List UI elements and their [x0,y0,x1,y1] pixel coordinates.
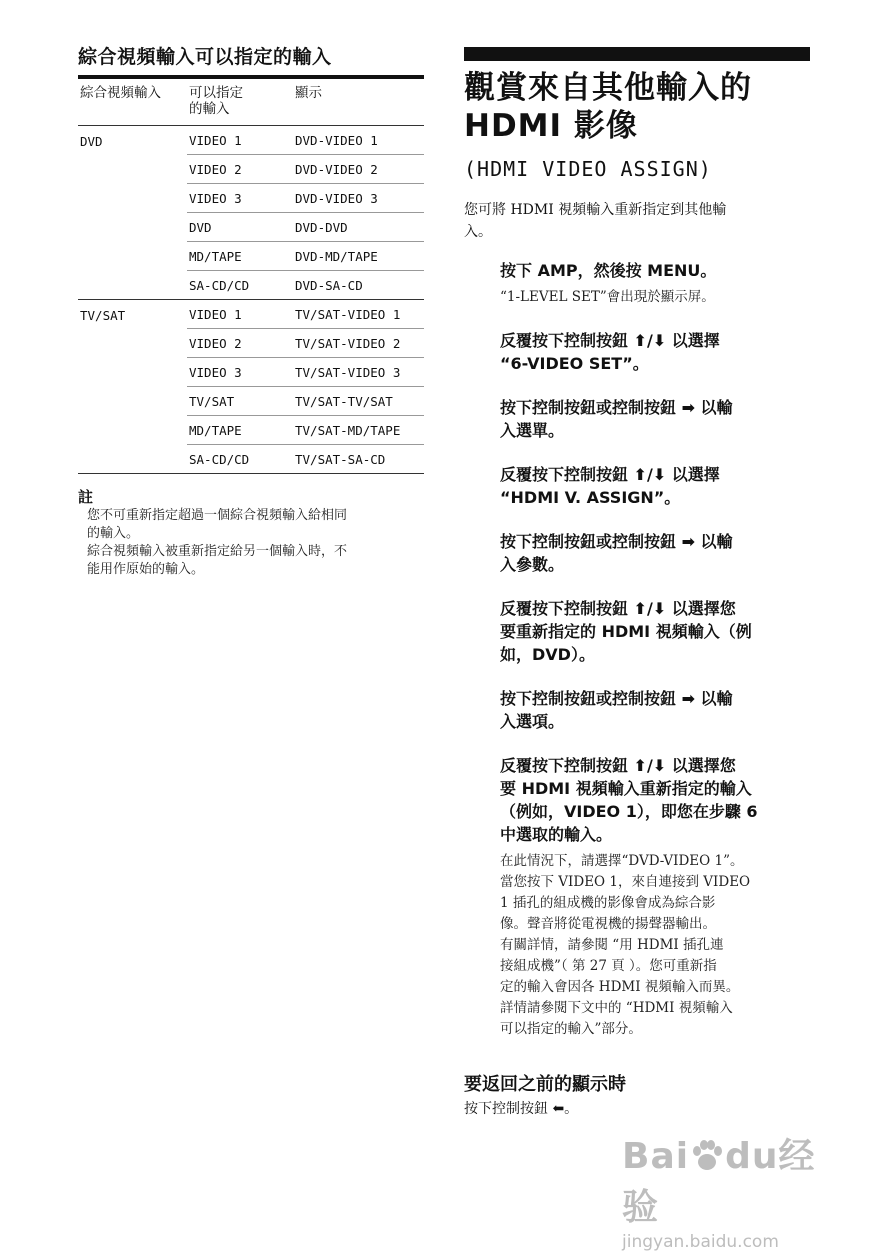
step-item [500,754,810,1040]
watermark-logo [622,1128,822,1230]
assignable-input-cell: DVD [187,213,293,242]
assignable-input-cell: VIDEO 3 [187,358,293,387]
paw-icon [689,1138,725,1174]
step-item [500,597,810,666]
note-line: 能用作原始的輸入。 [87,562,205,577]
display-cell: DVD-VIDEO 2 [293,155,424,184]
section-title-line: 觀賞來自其他輸入的 [464,70,752,106]
step-instruction-line: 反覆按下控制按鈕 ⬆/⬇ 以選擇您 [500,599,736,618]
step-item [500,329,810,375]
step-instruction [500,396,810,442]
assignable-input-cell: MD/TAPE [187,416,293,445]
step-item [500,259,810,308]
step-detail-line: 當您按下 VIDEO 1，來自連接到 VIDEO [500,874,751,890]
section-title-line: HDMI 影像 [464,108,638,144]
display-cell: DVD-SA-CD [293,271,424,300]
step-instruction [500,687,810,733]
return-title: 要返回之前的顯示時 [464,1074,626,1095]
step-detail-line: 接組成機”（ 第 27 頁 ）。您可重新指 [500,958,717,974]
table-header-row [78,79,424,126]
display-cell: DVD-MD/TAPE [293,242,424,271]
section-title [464,69,810,145]
table-body [78,126,424,474]
step-instruction-line: （例如，VIDEO 1），即您在步驟 6 [500,802,758,821]
step-detail-line: 有關詳情，請參閱 “用 HDMI 插孔連 [500,937,724,953]
step-instruction [500,463,810,509]
display-cell: TV/SAT-VIDEO 2 [293,329,424,358]
step-item [500,530,810,576]
step-instruction-line: 反覆按下控制按鈕 ⬆/⬇ 以選擇 [500,331,720,350]
display-cell: DVD-VIDEO 1 [293,126,424,155]
step-instruction-line: 入選單。 [500,421,565,440]
right-column [464,44,810,1118]
section-bar [464,47,810,61]
source-cell: DVD [78,126,187,300]
assignable-input-cell: VIDEO 1 [187,300,293,329]
note-line: 的輸入。 [87,526,140,541]
watermark-logo-part: Bai [622,1136,690,1177]
step-item [500,687,810,733]
assignable-input-cell: VIDEO 3 [187,184,293,213]
display-cell: TV/SAT-VIDEO 3 [293,358,424,387]
note-line: 綜合視頻輸入被重新指定給另一個輸入時，不 [87,544,348,559]
step-instruction-line: “6-VIDEO SET”。 [500,354,649,373]
table-row [78,126,424,155]
step-instruction-line: 按下控制按鈕或控制按鈕 ➡ 以輸 [500,398,733,417]
assignable-input-cell: TV/SAT [187,387,293,416]
display-cell: TV/SAT-VIDEO 1 [293,300,424,329]
step-instruction-line: 入選項。 [500,712,565,731]
assign-table-title: 綜合視頻輸入可以指定的輸入 [78,46,332,68]
assignable-input-cell: SA-CD/CD [187,445,293,474]
step-instruction [500,329,810,375]
header-display: 顯示 [293,79,424,126]
step-instruction-line: 按下控制按鈕或控制按鈕 ➡ 以輸 [500,689,733,708]
source-cell: TV/SAT [78,300,187,474]
step-detail-line: 詳情請參閱下文中的 “HDMI 視頻輸入 [500,1000,733,1016]
step-detail-line: 在此情況下，請選擇“DVD-VIDEO 1”。 [500,853,744,869]
step-detail [500,287,810,308]
step-instruction [500,597,810,666]
assignable-input-cell: VIDEO 1 [187,126,293,155]
step-instruction [500,754,810,846]
watermark-url: jingyan.baidu.com [622,1232,779,1252]
step-instruction [500,530,810,576]
step-detail-line: “1-LEVEL SET”會出現於顯示屏。 [500,289,715,305]
table-row [78,300,424,329]
note-line: 您不可重新指定超過一個綜合視頻輸入給相同 [87,508,348,523]
assign-table [78,79,424,474]
step-instruction-line: 要重新指定的 HDMI 視頻輸入（例 [500,622,752,641]
intro-line: 您可將 HDMI 視頻輸入重新指定到其他輸 [464,202,727,218]
assignable-input-cell: VIDEO 2 [187,155,293,184]
steps-list [500,259,810,1040]
display-cell: TV/SAT-SA-CD [293,445,424,474]
header-assignable-input: 可以指定 的輸入 [187,79,293,126]
assignable-input-cell: MD/TAPE [187,242,293,271]
watermark-logo-part: 经验 [622,1136,816,1228]
step-detail-line: 可以指定的輸入”部分。 [500,1021,642,1037]
note-title: 註 [78,488,94,506]
assignable-input-cell: SA-CD/CD [187,271,293,300]
return-text: 按下控制按鈕 ⬅。 [464,1101,579,1117]
step-instruction-line: 按下控制按鈕或控制按鈕 ➡ 以輸 [500,532,733,551]
header-composite-input: 綜合視頻輸入 [78,79,187,126]
section-subtitle: (HDMI VIDEO ASSIGN) [464,157,712,181]
step-detail-line: 1 插孔的組成機的影像會成為綜合影 [500,895,716,911]
step-instruction-line: 中選取的輸入。 [500,825,613,844]
intro-text [464,199,810,243]
display-cell: DVD-VIDEO 3 [293,184,424,213]
left-column [78,44,424,579]
step-instruction-line: 反覆按下控制按鈕 ⬆/⬇ 以選擇 [500,465,720,484]
step-detail-line: 定的輸入會因各 HDMI 視頻輸入而異。 [500,979,740,995]
display-cell: DVD-DVD [293,213,424,242]
step-instruction-line: 反覆按下控制按鈕 ⬆/⬇ 以選擇您 [500,756,736,775]
step-instruction [500,259,810,282]
step-instruction-line: 要 HDMI 視頻輸入重新指定的輸入 [500,779,752,798]
step-instruction-line: 如，DVD）。 [500,645,595,664]
intro-line: 入。 [464,224,492,240]
step-instruction-line: 按下 AMP，然後按 MENU。 [500,261,717,280]
step-instruction-line: “HDMI V. ASSIGN”。 [500,488,681,507]
display-cell: TV/SAT-MD/TAPE [293,416,424,445]
step-detail [500,851,810,1040]
note-body [78,507,424,579]
step-detail-line: 像。聲音將從電視機的揚聲器輸出。 [500,916,716,932]
step-instruction-line: 入參數。 [500,555,565,574]
assignable-input-cell: VIDEO 2 [187,329,293,358]
step-item [500,396,810,442]
watermark-logo-part: du [725,1136,779,1177]
baidu-watermark [622,1128,822,1252]
step-item [500,463,810,509]
display-cell: TV/SAT-TV/SAT [293,387,424,416]
